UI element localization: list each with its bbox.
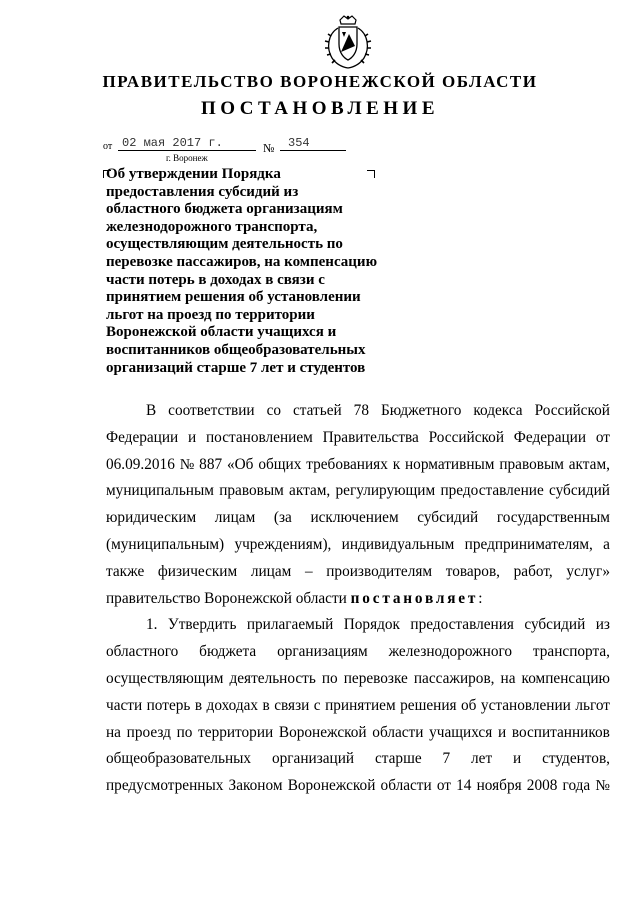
word: проезд: [126, 723, 171, 741]
word: товаров,: [445, 562, 501, 580]
word: субсидий: [417, 509, 479, 527]
word: Утвердить: [167, 616, 237, 634]
word: в: [194, 696, 203, 714]
date-underline: [118, 150, 256, 151]
word: –: [304, 562, 313, 580]
word: 887: [199, 455, 223, 473]
word: к: [392, 455, 401, 473]
word: Российской: [428, 428, 505, 446]
word: Воронежской: [278, 723, 367, 741]
word: лицам: [214, 509, 256, 527]
body-line: [106, 693, 610, 720]
city-label: г. Воронеж: [166, 153, 208, 163]
body-line: [106, 666, 610, 693]
word: предпринимателям,: [464, 535, 593, 553]
word: областного: [106, 643, 179, 661]
resolution-suffix: :: [478, 589, 483, 607]
word: предоставление: [440, 482, 544, 500]
word: установлении: [480, 696, 571, 714]
word: студентов,: [542, 750, 610, 768]
word: Законом: [228, 777, 283, 795]
word: муниципальным: [106, 482, 214, 500]
body-line: [106, 746, 610, 773]
word: предусмотренных: [106, 777, 224, 795]
word: 1.: [146, 616, 158, 634]
word: бюджета: [199, 643, 257, 661]
word: учреждениям),: [234, 535, 332, 553]
word: и: [497, 723, 507, 741]
word: 7: [442, 750, 451, 768]
word: исключением: [310, 509, 399, 527]
word: и: [513, 750, 522, 768]
word: (муниципальным): [106, 535, 225, 553]
title-line: осуществляющим деятельность по: [106, 236, 343, 253]
word: 06.09.2016: [106, 455, 175, 473]
title-line: льгот на проезд по территории: [106, 306, 315, 323]
word: 2008: [526, 777, 558, 795]
number-underline: [280, 150, 346, 151]
word: постановлением: [206, 428, 313, 446]
body-line: [106, 505, 610, 532]
word: Федерации: [513, 428, 587, 446]
word: лицам: [250, 562, 292, 580]
word: В: [146, 402, 157, 419]
coat-of-arms-icon: [322, 14, 374, 70]
word: физическим: [157, 562, 238, 580]
date-value: 02 мая 2017 г.: [122, 136, 223, 150]
word: общих: [258, 455, 302, 473]
date-label: от: [103, 141, 113, 152]
word: организациям: [277, 643, 368, 661]
word: пассажиров,: [413, 669, 495, 687]
word: по: [321, 669, 338, 687]
word: субсидий: [549, 482, 610, 500]
word: льгот: [575, 696, 610, 714]
word: части: [106, 696, 143, 714]
body-line: [106, 425, 610, 452]
title-line: воспитанников общеобразовательных: [106, 341, 366, 358]
resolution-prefix: правительство Воронежской области: [106, 589, 347, 607]
word: индивидуальным: [341, 535, 455, 553]
body-line-resolution: [106, 586, 610, 613]
number-label: №: [263, 141, 275, 155]
word: доходах: [206, 696, 259, 714]
word: государственным: [496, 509, 610, 527]
word: 14: [456, 777, 472, 795]
word: №: [179, 455, 195, 473]
word: субсидий: [524, 616, 586, 634]
word: также: [106, 562, 145, 580]
word: от: [436, 777, 451, 795]
word: актам,: [568, 455, 610, 473]
word: принятием: [325, 696, 396, 714]
word: Бюджетного: [380, 402, 462, 419]
word: Российской: [534, 402, 610, 419]
document-body: [106, 398, 610, 800]
title-line: Воронежской области учащихся и: [106, 324, 337, 341]
word: общеобразовательных: [106, 750, 252, 768]
title-line: принятием решения об установлении: [106, 289, 361, 306]
word: от: [595, 428, 610, 446]
word: Порядок: [343, 616, 400, 634]
word: старше: [374, 750, 422, 768]
word: на: [106, 723, 121, 741]
word: с: [313, 696, 321, 714]
word: правовым: [499, 455, 564, 473]
word: на: [500, 669, 516, 687]
word: регулирующим: [335, 482, 436, 500]
body-line: [106, 720, 610, 747]
body-line: [106, 398, 610, 425]
word: года: [562, 777, 591, 795]
word: железнодорожного: [388, 643, 513, 661]
title-line: организаций старше 7 лет и студентов: [106, 359, 366, 376]
word: статьей: [293, 402, 342, 419]
word: из: [595, 616, 610, 634]
title-line: Об утверждении Порядка: [106, 166, 281, 182]
body-line: [106, 639, 610, 666]
word: №: [595, 777, 610, 795]
word: требованиях: [306, 455, 388, 473]
word: осуществляющим: [106, 669, 224, 687]
word: деятельность: [229, 669, 316, 687]
word: соответствии: [168, 402, 255, 419]
word: а: [603, 535, 610, 553]
word: воспитанников: [511, 723, 610, 741]
title-line: железнодорожного транспорта,: [106, 218, 318, 235]
word: транспорта,: [532, 643, 610, 661]
title-line: части потерь в доходах в связи с: [106, 271, 325, 288]
word: услуг»: [566, 562, 610, 580]
word: учащихся: [429, 723, 493, 741]
title-line: перевозке пассажиров, на компенсацию: [106, 253, 378, 270]
word: Воронежской: [287, 777, 376, 795]
number-value: 354: [288, 136, 310, 150]
title-line: предоставления субсидий из: [106, 183, 299, 200]
word: юридическим: [106, 509, 197, 527]
word: лет: [471, 750, 493, 768]
word: кодекса: [473, 402, 523, 419]
word: связи: [274, 696, 310, 714]
word: решения: [400, 696, 457, 714]
word: об: [461, 696, 477, 714]
body-line: [106, 478, 610, 505]
word: производителям: [326, 562, 433, 580]
word: организаций: [271, 750, 355, 768]
word: правовым: [219, 482, 284, 500]
word: области: [380, 777, 432, 795]
word: актам,: [289, 482, 331, 500]
word: прилагаемый: [246, 616, 334, 634]
word: 78: [353, 402, 369, 419]
word: ноября: [476, 777, 522, 795]
document-type: ПОСТАНОВЛЕНИЕ: [200, 98, 440, 119]
word: (за: [273, 509, 292, 527]
word: в: [262, 696, 270, 714]
word: и: [188, 428, 197, 446]
body-line: [106, 452, 610, 479]
word: «Об: [226, 455, 254, 473]
document-title: [106, 166, 396, 377]
word: нормативным: [405, 455, 495, 473]
word: потерь: [146, 696, 191, 714]
word: Правительства: [322, 428, 419, 446]
word: предоставления: [410, 616, 514, 634]
word: Федерации: [106, 428, 179, 446]
word: области: [372, 723, 424, 741]
title-line: областного бюджета организациям: [106, 201, 343, 218]
word: перевозке: [343, 669, 408, 687]
body-line: [106, 559, 610, 586]
body-line: [106, 773, 610, 800]
word: работ,: [513, 562, 553, 580]
resolution-word: постановляет: [350, 589, 479, 607]
word: территории: [198, 723, 274, 741]
organization-name: ПРАВИТЕЛЬСТВО ВОРОНЕЖСКОЙ ОБЛАСТИ: [102, 72, 538, 91]
word: со: [266, 402, 282, 419]
word: по: [176, 723, 193, 741]
word: компенсацию: [521, 669, 610, 687]
body-line: [106, 612, 610, 639]
body-line: [106, 532, 610, 559]
